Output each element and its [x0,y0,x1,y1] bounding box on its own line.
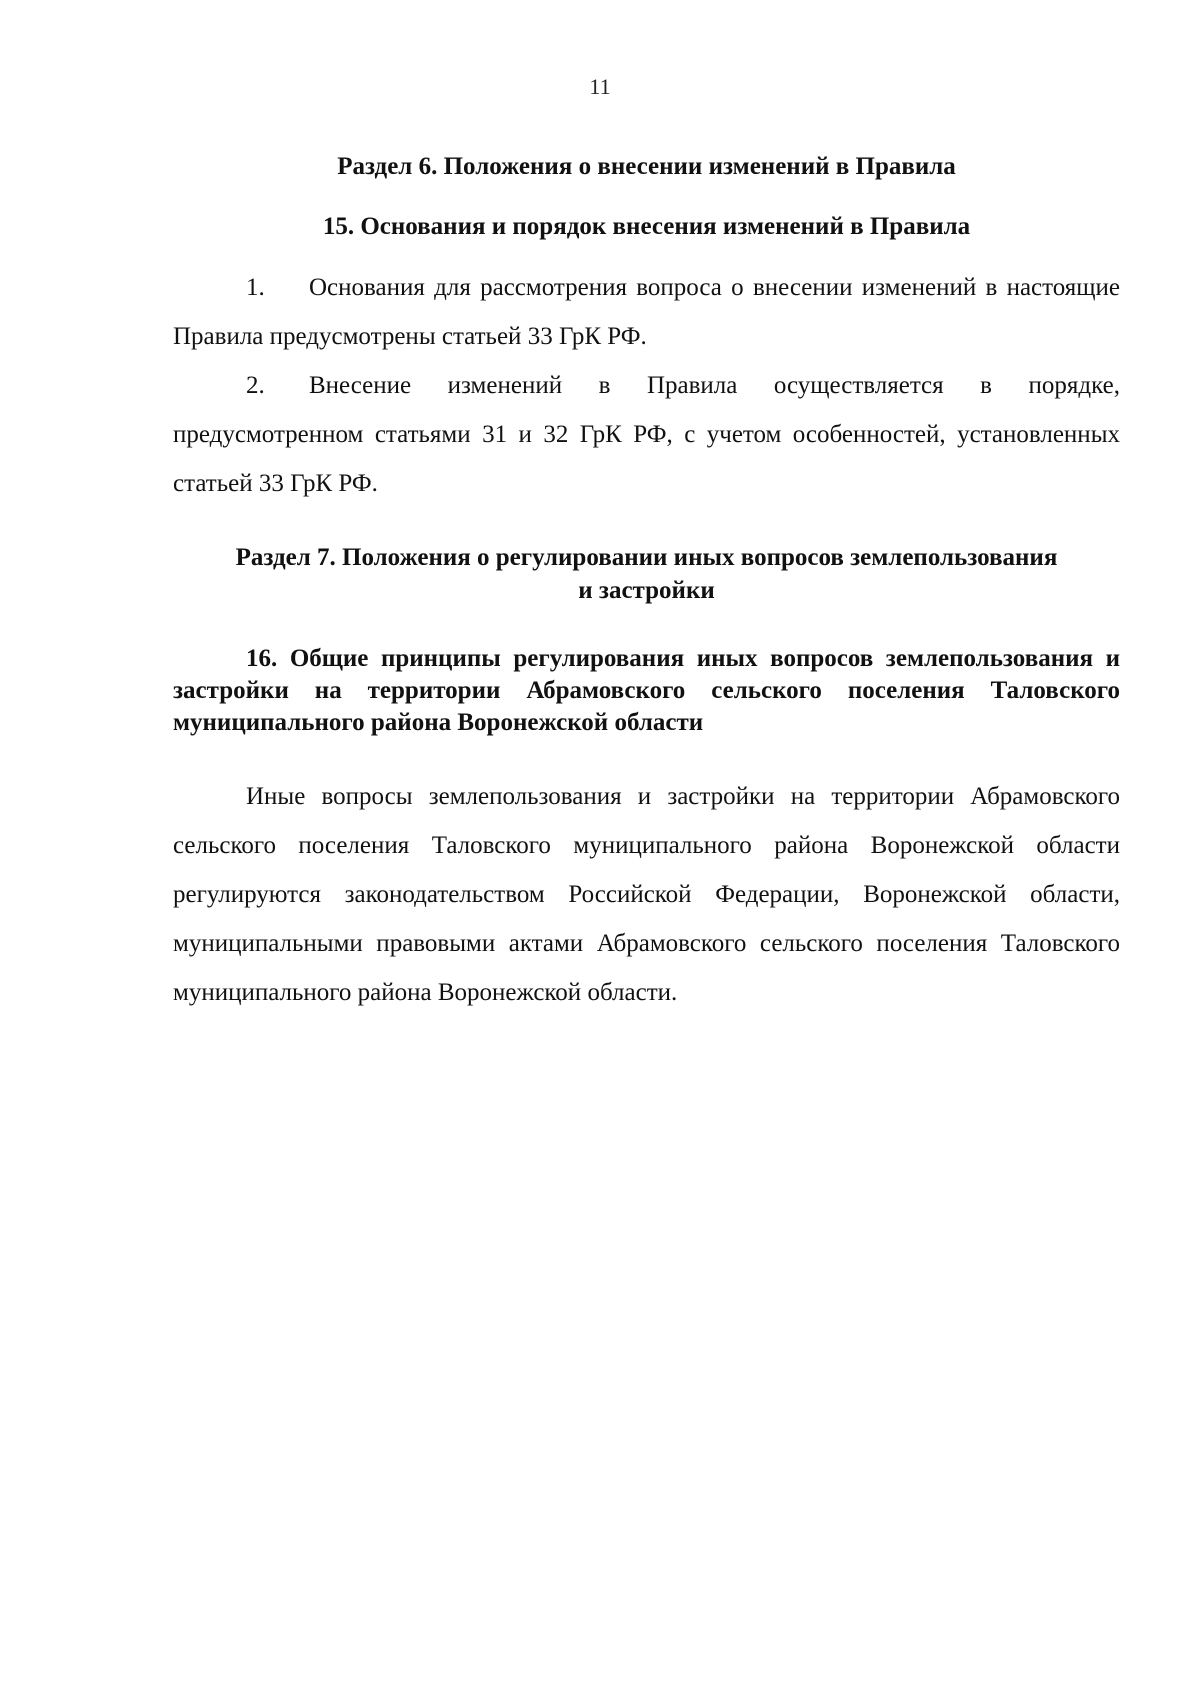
item-number: 2. [246,372,265,399]
section-7-heading-line-1: Раздел 7. Положения о регулировании иных вопросов землепользования [235,544,1058,571]
item-number: 1. [246,274,265,301]
section-6-heading: Раздел 6. Положения о внесении изменений в Правила [337,153,956,180]
item-text: Внесение изменений в Правила осуществляется в порядке, предусмотренном статьями 31 и 32 ГрК РФ, с учетом особенностей, установленных статьей 33 ГрК РФ. [173,372,1120,497]
item-text: Основания для рассмотрения вопроса о внесении изменений в настоящие Правила предусмотрены статьей 33 ГрК РФ. [173,274,1120,350]
article-16-body: Иные вопросы землепользования и застройки на территории Абрамовского сельского поселения Таловского муниципального района Воронежской области регулируются законодательством Российской Федерации, Воронежской области, муниципальными правовыми актами Абрамовского сельского поселения Таловского муниципального района Воронежской области. [173,783,1120,1006]
article-16-heading: 16. Общие принципы регулирования иных вопросов землепользования и застройки на территории Абрамовского сельского поселения Таловского муниципального района Воронежской области [173,645,1120,736]
article-15-heading: 15. Основания и порядок внесения изменений в Правила [322,213,971,240]
article-15-item-1 [173,263,1120,361]
section-7-heading [173,541,1120,607]
article-15-item-2 [173,361,1120,508]
section-7-heading-line-2: и застройки [578,577,715,604]
page-number: 11 [589,74,611,99]
page-content [173,150,1120,1017]
